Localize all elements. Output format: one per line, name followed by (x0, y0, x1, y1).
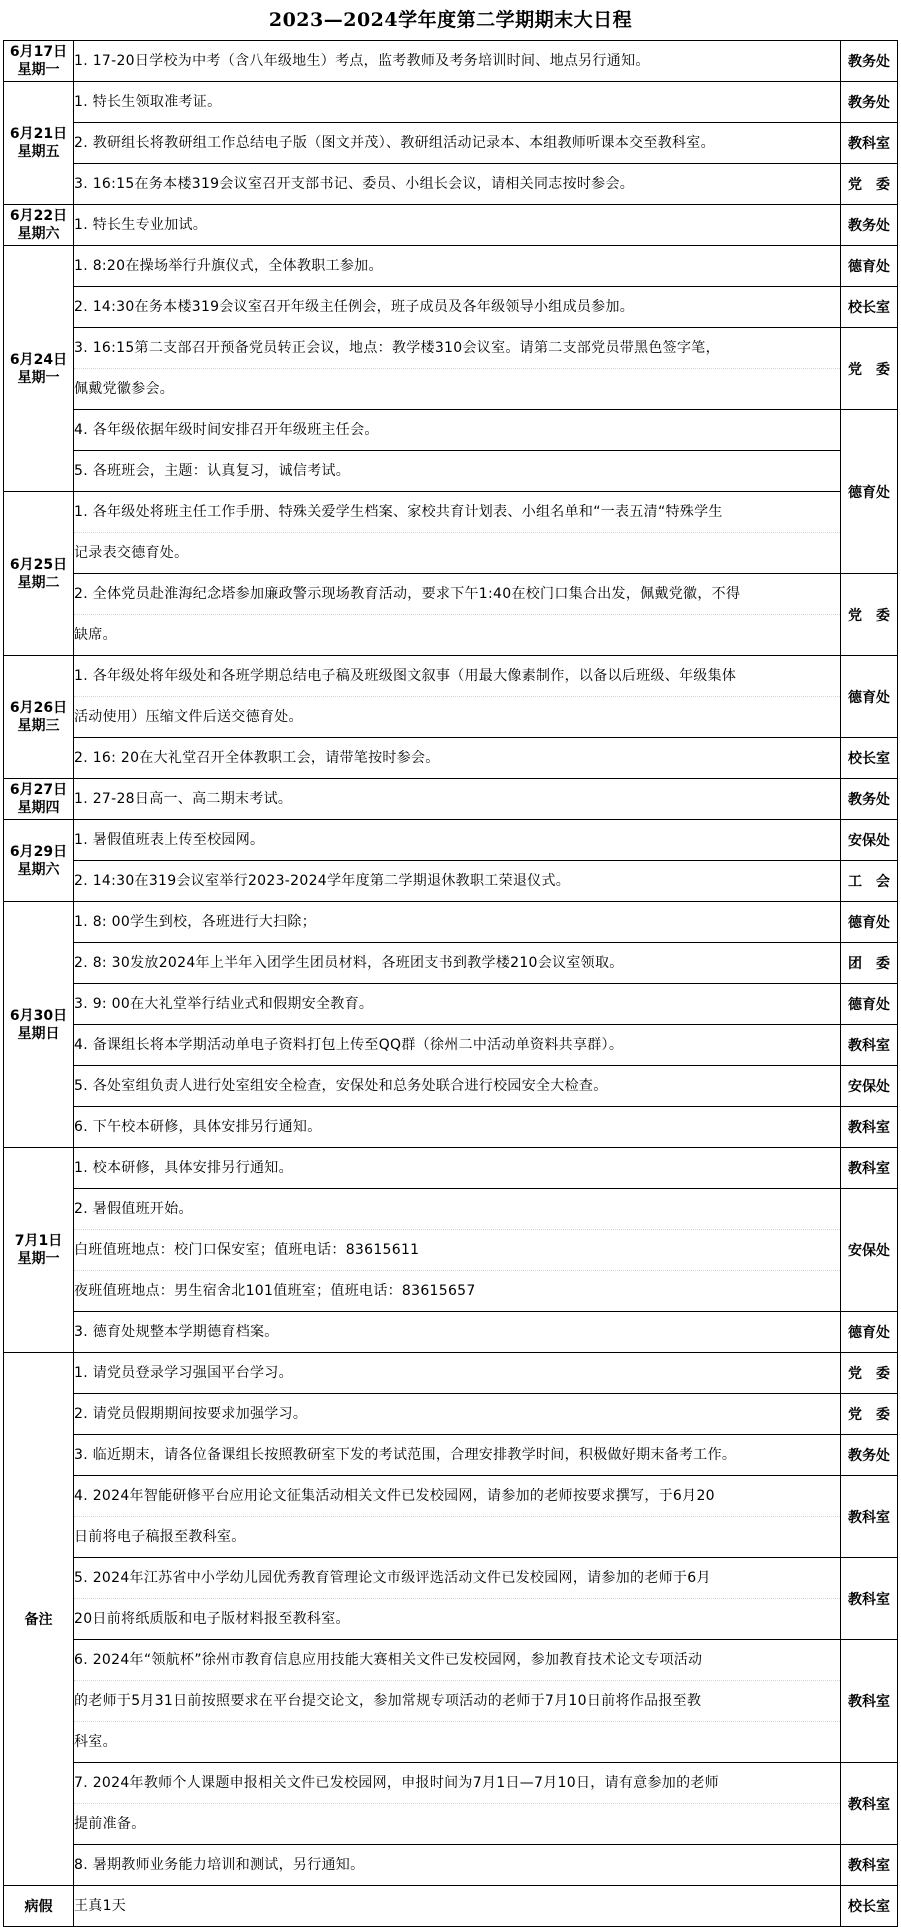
dept-cell: 德育处 (841, 246, 898, 287)
weekday-label: 星期五 (17, 144, 60, 160)
dept-cell: 团 委 (841, 943, 898, 984)
table-row (4, 656, 898, 738)
table-row (4, 1025, 898, 1066)
item-cell (74, 1640, 841, 1763)
item-line: 白班值班地点：校门口保安室；值班电话：83615611 (74, 1230, 840, 1271)
table-row (4, 492, 898, 574)
item-cell: 1. 17-20日学校为中考（含八年级地生）考点，监考教师及考务培训时间、地点另行通知。 (74, 41, 841, 82)
item-line: 1. 各年级处将班主任工作手册、特殊关爱学生档案、家校共育计划表、小组名单和“一表五清“特殊学生 (74, 492, 840, 533)
item-cell: 1. 27-28日高一、高二期末考试。 (74, 779, 841, 820)
dept-cell: 德育处 (841, 984, 898, 1025)
dept-cell: 教科室 (841, 1763, 898, 1845)
item-cell: 5. 各班班会，主题：认真复习，诚信考试。 (74, 451, 841, 492)
weekday-label: 星期一 (17, 62, 60, 78)
dept-cell: 校长室 (841, 738, 898, 779)
item-cell: 8. 暑期教师业务能力培训和测试，另行通知。 (74, 1845, 841, 1886)
dept-cell: 教务处 (841, 779, 898, 820)
date-cell (4, 1148, 74, 1353)
item-line: 缺席。 (74, 627, 117, 643)
item-cell (74, 574, 841, 656)
date-label: 6月22日 (9, 208, 68, 224)
weekday-label: 星期一 (17, 1251, 60, 1267)
table-row (4, 287, 898, 328)
item-cell (74, 1558, 841, 1640)
item-cell: 1. 校本研修，具体安排另行通知。 (74, 1148, 841, 1189)
item-cell (74, 328, 841, 410)
item-cell: 2. 16: 20在大礼堂召开全体教职工会，请带笔按时参会。 (74, 738, 841, 779)
weekday-label: 星期三 (17, 718, 60, 734)
schedule-table (3, 40, 898, 1927)
item-cell: 6. 下午校本研修，具体安排另行通知。 (74, 1107, 841, 1148)
date-label: 6月24日 (9, 351, 68, 368)
dept-cell: 教科室 (841, 123, 898, 164)
table-row (4, 246, 898, 287)
item-cell: 1. 8:20在操场举行升旗仪式，全体教职工参加。 (74, 246, 841, 287)
dept-cell: 校长室 (841, 287, 898, 328)
item-line: 2. 暑假值班开始。 (74, 1189, 840, 1230)
dept-cell: 德育处 (841, 656, 898, 738)
item-cell: 1. 特长生领取准考证。 (74, 82, 841, 123)
table-row (4, 164, 898, 205)
item-line: 科室。 (74, 1734, 117, 1750)
table-row (4, 41, 898, 82)
weekday-label: 星期四 (17, 800, 60, 816)
item-line: 提前准备。 (74, 1816, 146, 1832)
item-cell: 2. 请党员假期期间按要求加强学习。 (74, 1394, 841, 1435)
table-row (4, 1394, 898, 1435)
table-row (4, 943, 898, 984)
date-label: 6月17日 (9, 44, 68, 60)
date-cell (4, 82, 74, 205)
dept-cell: 党 委 (841, 574, 898, 656)
page-title: 2023—2024学年度第二学期期末大日程 (268, 9, 633, 31)
dept-cell: 党 委 (841, 164, 898, 205)
dept-cell: 校长室 (841, 1886, 898, 1927)
item-cell: 3. 临近期末，请各位备课组长按照教研室下发的考试范围，合理安排教学时间，积极做好期末备考工作。 (74, 1435, 841, 1476)
dept-cell: 党 委 (841, 1394, 898, 1435)
weekday-label: 星期一 (17, 369, 60, 386)
table-row (4, 902, 898, 943)
table-row (4, 1558, 898, 1640)
item-cell: 3. 9: 00在大礼堂举行结业式和假期安全教育。 (74, 984, 841, 1025)
item-line: 的老师于5月31日前按照要求在平台提交论文，参加常规专项活动的老师于7月10日前将作品报至教 (74, 1681, 840, 1722)
date-cell (4, 656, 74, 779)
dept-cell: 工 会 (841, 861, 898, 902)
dept-cell: 教务处 (841, 82, 898, 123)
item-line: 活动使用）压缩文件后送交德育处。 (74, 709, 303, 725)
item-cell: 2. 8: 30发放2024年上半年入团学生团员材料，各班团支书到教学楼210会议室领取。 (74, 943, 841, 984)
date-label: 6月25日 (9, 556, 68, 573)
table-row (4, 1476, 898, 1558)
item-cell: 王真1天 (74, 1886, 841, 1927)
sick-leave-label: 病假 (4, 1886, 74, 1927)
table-row (4, 1845, 898, 1886)
table-row (4, 738, 898, 779)
dept-cell: 德育处 (841, 1312, 898, 1353)
dept-cell: 安保处 (841, 1066, 898, 1107)
date-cell (4, 779, 74, 820)
dept-cell: 教科室 (841, 1148, 898, 1189)
date-label: 6月29日 (9, 843, 68, 860)
item-cell (74, 492, 841, 574)
dept-cell: 教务处 (841, 205, 898, 246)
item-cell: 2. 14:30在319会议室举行2023-2024学年度第二学期退休教职工荣退仪式。 (74, 861, 841, 902)
date-label: 7月1日 (14, 1233, 63, 1249)
item-line: 2. 全体党员赴淮海纪念塔参加廉政警示现场教育活动，要求下午1:40在校门口集合出发，佩戴党徽，不得 (74, 574, 840, 615)
dept-cell: 教科室 (841, 1845, 898, 1886)
dept-cell: 教科室 (841, 1025, 898, 1066)
table-row (4, 82, 898, 123)
item-cell: 2. 14:30在务本楼319会议室召开年级主任例会，班子成员及各年级领导小组成员参加。 (74, 287, 841, 328)
date-label: 6月21日 (9, 126, 68, 142)
date-cell (4, 205, 74, 246)
item-cell: 4. 备课组长将本学期活动单电子资料打包上传至QQ群（徐州二中活动单资料共享群）。 (74, 1025, 841, 1066)
dept-cell: 党 委 (841, 1353, 898, 1394)
item-line: 6. 2024年“领航杯”徐州市教育信息应用技能大赛相关文件已发校园网，参加教育技术论文专项活动 (74, 1640, 840, 1681)
dept-cell: 教科室 (841, 1640, 898, 1763)
item-cell (74, 1476, 841, 1558)
date-cell (4, 41, 74, 82)
item-line: 佩戴党徽参会。 (74, 381, 175, 397)
dept-cell: 德育处 (841, 410, 898, 574)
item-cell: 2. 教研组长将教研组工作总结电子版（图文并茂）、教研组活动记录本、本组教师听课本交至教科室。 (74, 123, 841, 164)
item-cell: 3. 16:15在务本楼319会议室召开支部书记、委员、小组长会议，请相关同志按时参会。 (74, 164, 841, 205)
dept-cell: 德育处 (841, 902, 898, 943)
table-row (4, 820, 898, 861)
dept-cell: 教科室 (841, 1558, 898, 1640)
table-row (4, 1066, 898, 1107)
table-row (4, 1640, 898, 1763)
item-cell: 1. 8: 00学生到校，各班进行大扫除； (74, 902, 841, 943)
item-cell: 1. 请党员登录学习强国平台学习。 (74, 1353, 841, 1394)
dept-cell: 安保处 (841, 820, 898, 861)
item-cell: 5. 各处室组负责人进行处室组安全检查，安保处和总务处联合进行校园安全大检查。 (74, 1066, 841, 1107)
table-row (4, 1148, 898, 1189)
dept-cell: 教科室 (841, 1107, 898, 1148)
weekday-label: 星期日 (17, 1025, 60, 1042)
dept-cell: 教务处 (841, 41, 898, 82)
dept-cell: 教科室 (841, 1476, 898, 1558)
table-row (4, 779, 898, 820)
item-line: 夜班值班地点：男生宿舍北101值班室；值班电话：83615657 (74, 1283, 476, 1299)
item-cell (74, 656, 841, 738)
item-line: 记录表交德育处。 (74, 545, 189, 561)
date-cell (4, 902, 74, 1148)
date-label: 6月30日 (9, 1007, 68, 1024)
item-line: 3. 16:15第二支部召开预备党员转正会议，地点：教学楼310会议室。请第二支部党员带黑色签字笔， (74, 328, 840, 369)
table-row (4, 861, 898, 902)
item-cell (74, 1763, 841, 1845)
item-cell: 1. 特长生专业加试。 (74, 205, 841, 246)
item-line: 5. 2024年江苏省中小学幼儿园优秀教育管理论文市级评选活动文件已发校园网，请参加的老师于6月 (74, 1558, 840, 1599)
table-row (4, 1107, 898, 1148)
date-cell (4, 492, 74, 656)
table-row (4, 205, 898, 246)
item-line: 1. 各年级处将年级处和各班学期总结电子稿及班级图文叙事（用最大像素制作，以备以后班级、年级集体 (74, 656, 840, 697)
date-cell (4, 246, 74, 492)
table-row (4, 984, 898, 1025)
table-row (4, 1435, 898, 1476)
item-line: 7. 2024年教师个人课题申报相关文件已发校园网，申报时间为7月1日—7月10日，请有意参加的老师 (74, 1763, 840, 1804)
table-row (4, 328, 898, 410)
table-row (4, 1353, 898, 1394)
item-cell: 4. 各年级依据年级时间安排召开年级班主任会。 (74, 410, 841, 451)
table-row (4, 1763, 898, 1845)
table-row (4, 1189, 898, 1312)
weekday-label: 星期二 (17, 574, 60, 591)
remark-label: 备注 (4, 1353, 74, 1886)
item-line: 日前将电子稿报至教科室。 (74, 1529, 246, 1545)
weekday-label: 星期六 (17, 861, 60, 878)
dept-cell: 安保处 (841, 1189, 898, 1312)
table-row (4, 574, 898, 656)
dept-cell: 教务处 (841, 1435, 898, 1476)
table-row (4, 451, 898, 492)
date-label: 6月26日 (9, 700, 68, 716)
date-cell (4, 820, 74, 902)
item-cell: 3. 德育处规整本学期德育档案。 (74, 1312, 841, 1353)
item-cell: 1. 暑假值班表上传至校园网。 (74, 820, 841, 861)
item-line: 20日前将纸质版和电子版材料报至教科室。 (74, 1611, 350, 1627)
table-row (4, 123, 898, 164)
item-line: 4. 2024年智能研修平台应用论文征集活动相关文件已发校园网，请参加的老师按要求撰写，于6月20 (74, 1476, 840, 1517)
date-label: 6月27日 (9, 782, 68, 798)
table-row (4, 1886, 898, 1927)
weekday-label: 星期六 (17, 226, 60, 242)
dept-cell: 党 委 (841, 328, 898, 410)
table-row (4, 410, 898, 451)
item-cell (74, 1189, 841, 1312)
table-row (4, 1312, 898, 1353)
